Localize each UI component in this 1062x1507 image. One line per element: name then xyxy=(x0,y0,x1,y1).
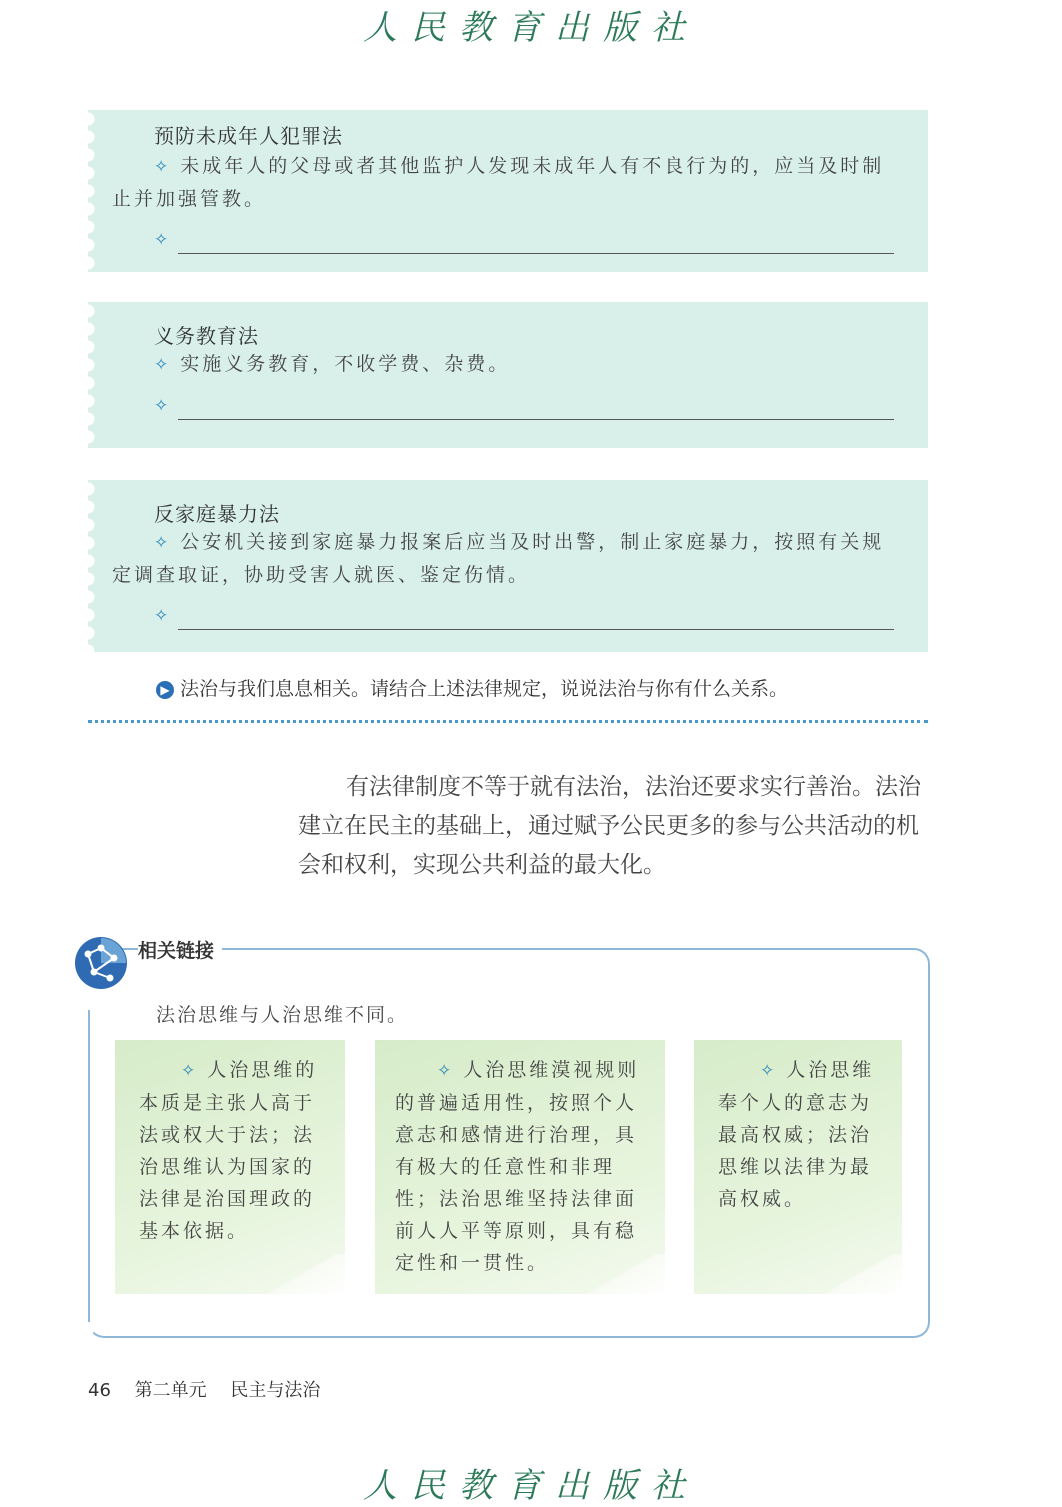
law-title: 义务教育法 xyxy=(154,324,259,348)
network-link-icon xyxy=(74,936,128,990)
unit-label: 第二单元 xyxy=(134,1380,207,1401)
page-curl-decoration xyxy=(255,1254,345,1294)
page-curl-decoration xyxy=(812,1254,902,1294)
law-text xyxy=(154,348,904,381)
law-text xyxy=(112,150,904,215)
question-text: 法治与我们息息相关。请结合上述法律规定，说说法治与你有什么关系。 xyxy=(180,678,789,700)
card-text xyxy=(395,1054,645,1279)
perforated-edge xyxy=(88,480,100,652)
law-box-anti-domestic-violence xyxy=(88,480,928,652)
page-footer xyxy=(88,1376,338,1402)
card-text xyxy=(139,1054,321,1247)
page-number: 46 xyxy=(88,1380,111,1401)
arrow-right-icon: ▶ xyxy=(156,681,174,699)
related-link-title: 相关链接 xyxy=(138,936,222,963)
diamond-bullet-icon: ✧ xyxy=(181,1061,199,1081)
diamond-bullet-icon: ✧ xyxy=(154,230,169,250)
law-text-content: 未成年人的父母或者其他监护人发现未成年人有不良行为的，应当及时制止并加强管教。 xyxy=(112,155,885,210)
card-text-content: 人治思维奉个人的意志为最高权威；法治思维以法律为最高权威。 xyxy=(718,1059,875,1210)
publisher-watermark-bottom: 人民教育出版社 xyxy=(363,1466,699,1506)
law-title: 预防未成年人犯罪法 xyxy=(154,124,343,148)
diamond-bullet-icon: ✧ xyxy=(154,396,169,416)
blank-underline xyxy=(178,629,894,630)
page-curl-decoration xyxy=(575,1254,665,1294)
diamond-bullet-icon: ✧ xyxy=(760,1061,778,1081)
diamond-bullet-icon: ✧ xyxy=(154,606,169,626)
unit-title: 民主与法治 xyxy=(230,1380,321,1401)
dotted-divider xyxy=(88,720,928,723)
answer-line[interactable] xyxy=(154,230,894,254)
answer-line[interactable] xyxy=(154,396,894,420)
discussion-question xyxy=(156,674,788,701)
law-text-content: 实施义务教育，不收学费、杂费。 xyxy=(180,353,511,375)
related-link-intro: 法治思维与人治思维不同。 xyxy=(156,1004,409,1026)
blank-underline xyxy=(178,419,894,420)
law-box-compulsory-education xyxy=(88,302,928,448)
diamond-bullet-icon: ✧ xyxy=(154,157,172,177)
law-title: 反家庭暴力法 xyxy=(154,502,280,526)
card-text xyxy=(718,1054,880,1215)
publisher-watermark-top: 人民教育出版社 xyxy=(363,8,699,48)
main-paragraph: 有法律制度不等于就有法治，法治还要求实行善治。法治建立在民主的基础上，通过赋予公民更多的参与公共活动的机会和权利，实现公共利益的最大化。 xyxy=(298,774,921,878)
diamond-bullet-icon: ✧ xyxy=(437,1061,455,1081)
answer-line[interactable] xyxy=(154,606,894,630)
blank-underline xyxy=(178,253,894,254)
diamond-bullet-icon: ✧ xyxy=(154,533,172,553)
comparison-card xyxy=(115,1040,345,1294)
card-text-content: 人治思维漠视规则的普遍适用性，按照个人意志和感情进行治理，具有极大的任意性和非理性；法治思维坚持法律面前人人平等原则，具有稳定性和一贯性。 xyxy=(395,1059,640,1274)
comparison-card xyxy=(375,1040,665,1294)
diamond-bullet-icon: ✧ xyxy=(154,355,172,375)
law-text xyxy=(112,526,904,591)
comparison-card xyxy=(694,1040,902,1294)
law-text-content: 公安机关接到家庭暴力报案后应当及时出警，制止家庭暴力，按照有关规定调查取证，协助受害人就医、鉴定伤情。 xyxy=(112,531,885,586)
card-text-content: 人治思维的本质是主张人高于法或权大于法；法治思维认为国家的法律是治国理政的基本依据。 xyxy=(139,1059,318,1242)
law-box-juvenile-crime xyxy=(88,110,928,272)
perforated-edge xyxy=(88,302,100,448)
frame-left-border xyxy=(88,1010,90,1322)
perforated-edge xyxy=(88,110,100,272)
